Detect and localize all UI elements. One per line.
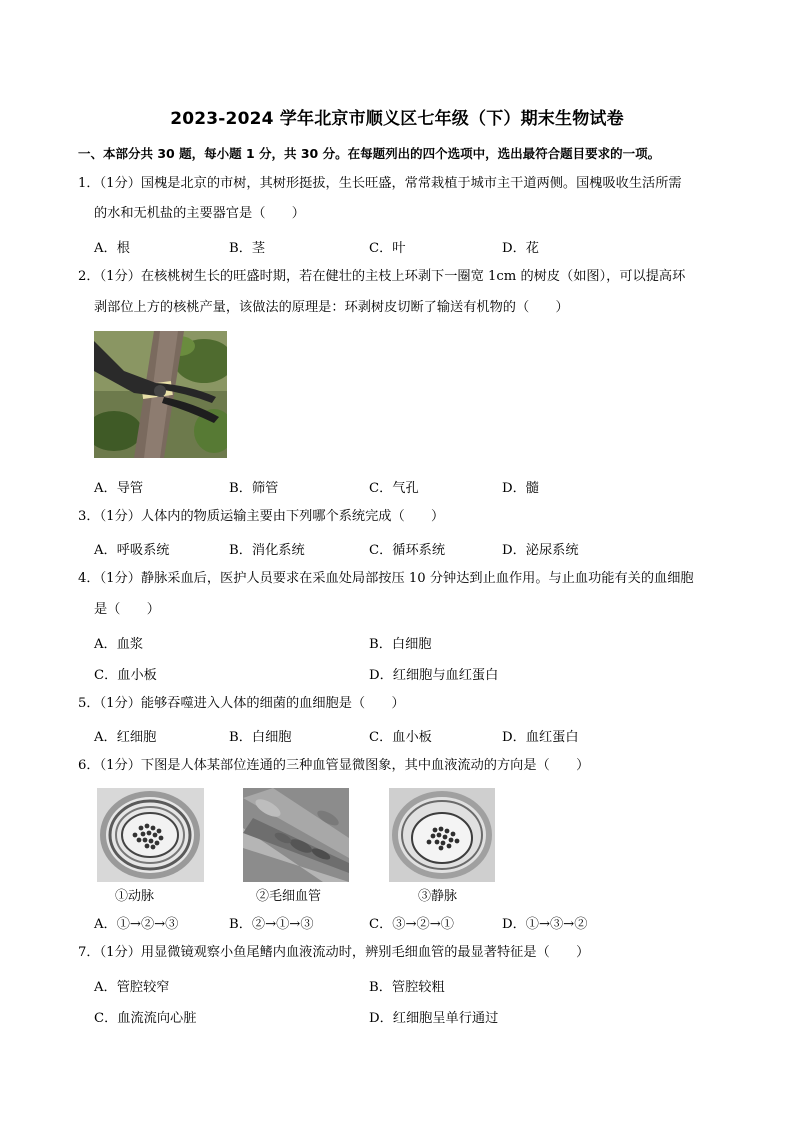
question-4-line2: 是（ ） — [94, 602, 160, 617]
question-1-line1: 1．（1分）国槐是北京的市树，其树形挺拔，生长旺盛，常常栽植于城市主干道两侧。国槐吸收生活所需 — [78, 176, 682, 191]
question-4-line1: 4．（1分）静脉采血后，医护人员要求在采血处局部按压 10 分钟达到止血作用。与止血功能有关的血细胞 — [78, 571, 694, 586]
caption-vein: ③静脉 — [418, 889, 458, 904]
question-7-option-c: C．血流流向心脏 — [94, 1011, 197, 1026]
question-1-option-b: B．茎 — [229, 241, 266, 256]
question-5-option-d: D．血红蛋白 — [502, 730, 579, 745]
question-1-option-c: C．叶 — [369, 241, 406, 256]
question-4-option-d: D．红细胞与血红蛋白 — [369, 668, 499, 683]
question-5-line1: 5．（1分）能够吞噬进入人体的细菌的血细胞是（ ） — [78, 696, 405, 711]
question-1-option-a: A．根 — [94, 241, 130, 256]
question-6-option-b: B．②→①→③ — [229, 917, 314, 932]
question-3-option-d: D．泌尿系统 — [502, 543, 579, 558]
question-3-option-c: C．循环系统 — [369, 543, 446, 558]
question-2-option-a: A．导管 — [94, 481, 144, 496]
page-title: 2023-2024 学年北京市顺义区七年级（下）期末生物试卷 — [170, 109, 624, 129]
question-2-line2: 剥部位上方的核桃产量，该做法的原理是：环剥树皮切断了输送有机物的（ ） — [94, 300, 569, 315]
question-5-option-b: B．白细胞 — [229, 730, 292, 745]
question-4-option-c: C．血小板 — [94, 668, 157, 683]
question-2-option-b: B．筛管 — [229, 481, 279, 496]
question-2-option-d: D．髓 — [502, 481, 539, 496]
question-3-line1: 3．（1分）人体内的物质运输主要由下列哪个系统完成（ ） — [78, 509, 445, 524]
capillary-micrograph-icon — [243, 788, 349, 882]
vein-micrograph-icon — [389, 788, 495, 882]
section-heading: 一、本部分共 30 题，每小题 1 分，共 30 分。在每题列出的四个选项中，选出最符合题目要求的一项。 — [78, 146, 661, 161]
question-4-option-b: B．白细胞 — [369, 637, 432, 652]
question-2-option-c: C．气孔 — [369, 481, 419, 496]
question-2-line1: 2．（1分）在核桃树生长的旺盛时期，若在健壮的主枝上环剥下一圈宽 1cm 的树皮（如图），可以提高环 — [78, 269, 686, 284]
question-7-line1: 7．（1分）用显微镜观察小鱼尾鳍内血液流动时，辨别毛细血管的最显著特征是（ ） — [78, 945, 590, 960]
question-1-line2: 的水和无机盐的主要器官是（ ） — [94, 206, 305, 221]
question-6-option-d: D．①→③→② — [502, 917, 588, 932]
question-1-option-d: D．花 — [502, 241, 539, 256]
caption-artery: ①动脉 — [115, 889, 155, 904]
question-7-option-b: B．管腔较粗 — [369, 980, 445, 995]
caption-capillary: ②毛细血管 — [256, 889, 322, 904]
question-5-option-a: A．红细胞 — [94, 730, 157, 745]
question-7-option-d: D．红细胞呈单行通过 — [369, 1011, 499, 1026]
question-6-option-a: A．①→②→③ — [94, 917, 179, 932]
question-3-option-b: B．消化系统 — [229, 543, 305, 558]
question-4-option-a: A．血浆 — [94, 637, 144, 652]
question-5-option-c: C．血小板 — [369, 730, 432, 745]
question-3-option-a: A．呼吸系统 — [94, 543, 170, 558]
artery-micrograph-icon — [97, 788, 204, 882]
question-6-option-c: C．③→②→① — [369, 917, 454, 932]
question-7-option-a: A．管腔较窄 — [94, 980, 170, 995]
question-6-line1: 6．（1分）下图是人体某部位连通的三种血管显微图象，其中血液流动的方向是（ ） — [78, 758, 590, 773]
tree-girdling-photo-icon — [94, 331, 227, 458]
